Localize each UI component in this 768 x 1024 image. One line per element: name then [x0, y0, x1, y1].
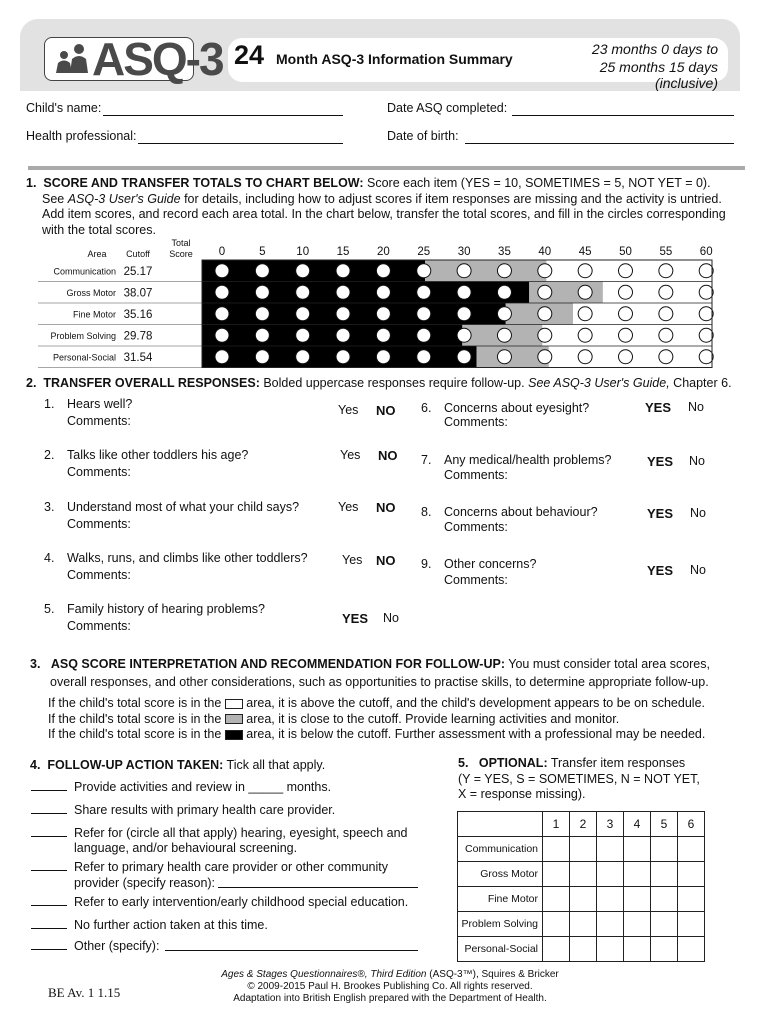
legend-grey-text: area, it is close to the cutoff. Provide learning activities and monitor. — [246, 711, 620, 726]
section1-text — [26, 176, 746, 238]
q6-comments: Comments: — [444, 415, 508, 429]
score-circle — [538, 264, 552, 278]
action-3: Refer for (circle all that apply) hearing, eyesight, speech and — [74, 826, 408, 840]
scale-tick-label: 40 — [538, 246, 552, 258]
q7-num: 7. — [421, 453, 432, 467]
q6-text: Concerns about eyesight? — [444, 401, 590, 415]
q8-comments: Comments: — [444, 520, 508, 534]
score-circle — [619, 350, 633, 364]
section5-line2: (Y = YES, S = SOMETIMES, N = NOT YET, — [458, 771, 700, 786]
score-circle — [659, 350, 673, 364]
section5-line3: X = response missing). — [458, 787, 586, 801]
cell[interactable] — [624, 837, 651, 862]
cutoff-value: 35.16 — [123, 308, 153, 321]
score-circle — [376, 350, 390, 364]
col-area-header: Area — [87, 249, 107, 259]
q5-no[interactable]: No — [383, 611, 399, 625]
q5-text: Family history of hearing problems? — [67, 602, 265, 616]
tick-line-3[interactable] — [31, 836, 67, 837]
area-label: Problem Solving — [50, 330, 116, 341]
action-5: Refer to early intervention/early childhood special education. — [74, 895, 409, 909]
section4-num: 4. — [30, 758, 41, 772]
section1-heading: SCORE AND TRANSFER TOTALS TO CHART BELOW: — [43, 176, 364, 190]
cell[interactable] — [651, 837, 678, 862]
q3-text: Understand most of what your child says? — [67, 500, 300, 514]
q1-comments: Comments: — [67, 414, 131, 428]
health-professional-label: Health professional: — [26, 129, 137, 143]
optional-corner — [458, 812, 543, 837]
score-circle — [296, 285, 310, 299]
area-label: Personal-Social — [52, 352, 116, 363]
score-circle — [255, 350, 269, 364]
optional-header-row — [458, 812, 705, 837]
score-circle — [457, 350, 471, 364]
score-circle — [578, 264, 592, 278]
scale-tick-label: 45 — [578, 246, 592, 258]
action-2: Share results with primary health care provider. — [74, 803, 336, 817]
scale-tick-label: 10 — [296, 246, 310, 258]
child-name-label: Child's name: — [26, 101, 102, 115]
below-cutoff-zone — [202, 260, 425, 282]
score-circle — [659, 264, 673, 278]
score-circle — [255, 264, 269, 278]
monitor-zone — [425, 260, 546, 282]
optional-row — [458, 887, 705, 912]
row-label: Fine Motor — [458, 887, 543, 912]
action-1: Provide activities and review in _____ months. — [74, 780, 332, 794]
q9-text: Other concerns? — [444, 557, 537, 571]
score-circle — [376, 264, 390, 278]
cell[interactable] — [543, 862, 570, 887]
q8-num: 8. — [421, 505, 432, 519]
cell[interactable] — [678, 837, 705, 862]
optional-row — [458, 912, 705, 937]
cell[interactable] — [624, 912, 651, 937]
legend-black-text: area, it is below the cutoff. Further assessment with a professional may be needed. — [246, 727, 706, 741]
col-score-header: Score — [169, 249, 193, 259]
score-circle — [417, 264, 431, 278]
score-circle — [619, 264, 633, 278]
cell[interactable] — [597, 837, 624, 862]
scale-tick-label: 25 — [417, 246, 431, 258]
section2-chapter: Chapter 6. — [673, 376, 732, 390]
cell[interactable] — [597, 912, 624, 937]
score-circle — [336, 350, 350, 364]
month-number: 24 — [234, 40, 265, 70]
cell[interactable] — [570, 912, 597, 937]
q5-comments: Comments: — [67, 619, 131, 633]
cell[interactable] — [543, 837, 570, 862]
score-circle — [457, 328, 471, 342]
score-circle — [619, 328, 633, 342]
scale-tick-label: 5 — [259, 246, 266, 258]
cell[interactable] — [597, 937, 624, 962]
q3-no[interactable]: NO — [376, 500, 396, 515]
score-circle — [699, 350, 713, 364]
legend-white-text: area, it is above the cutoff, and the child's development appears to be on schedule. — [246, 696, 705, 710]
family-icon — [52, 43, 92, 75]
q5-num: 5. — [44, 602, 55, 616]
tick-line-7[interactable] — [31, 949, 67, 950]
section5-text — [458, 756, 748, 803]
section4-rest: Tick all that apply. — [226, 758, 326, 772]
section2-rest: Bolded uppercase responses require follow-up. — [263, 376, 525, 390]
section3-heading: ASQ SCORE INTERPRETATION AND RECOMMENDATION FOR FOLLOW-UP: — [50, 657, 505, 671]
score-circle — [699, 307, 713, 321]
row-label: Gross Motor — [458, 862, 543, 887]
score-circle — [538, 285, 552, 299]
q6-no[interactable]: No — [688, 400, 704, 414]
cell[interactable] — [678, 862, 705, 887]
section1-line3: Add item scores, and record each area total. In the chart below, transfer the total scores, and fill in the circles corresponding — [42, 207, 726, 221]
logo-text: ASQ-3 — [92, 33, 223, 85]
score-circle — [659, 328, 673, 342]
q7-comments: Comments: — [444, 468, 508, 482]
score-circle — [497, 307, 511, 321]
score-circle — [497, 285, 511, 299]
section1-line1: Score each item (YES = 10, SOMETIMES = 5, NOT YET = 0). — [367, 176, 711, 190]
q7-yes[interactable]: YES — [647, 454, 674, 469]
version-code: BE Av. 1 1.15 — [48, 985, 121, 1000]
scale-tick-label: 60 — [699, 246, 713, 258]
section2-num: 2. — [26, 376, 37, 390]
score-circle — [255, 328, 269, 342]
section3-num: 3. — [30, 657, 41, 671]
section5-heading: OPTIONAL: — [478, 756, 548, 770]
q4-no[interactable]: NO — [376, 553, 396, 568]
cell[interactable] — [651, 862, 678, 887]
optional-row — [458, 837, 705, 862]
q3-yes[interactable]: Yes — [338, 500, 359, 514]
score-circle — [538, 350, 552, 364]
cell[interactable] — [678, 912, 705, 937]
q9-no[interactable]: No — [690, 563, 706, 577]
score-circle — [578, 350, 592, 364]
legend-prefix-white: If the child's total score is in the — [48, 696, 222, 710]
score-circle — [417, 350, 431, 364]
section3-line2: overall responses, and other considerations, such as opportunities to practise skills, to determine appropriate follow-up. — [50, 674, 709, 689]
scale-tick-label: 30 — [457, 246, 471, 258]
footer-adaptation: Adaptation into British English prepared with the Department of Health. — [233, 993, 547, 1004]
section2-see: See ASQ-3 User's Guide, — [528, 376, 670, 390]
q1-text: Hears well? — [67, 397, 133, 411]
section1-num: 1. — [26, 176, 37, 190]
cutoff-value: 29.78 — [123, 330, 153, 343]
score-circle — [215, 285, 229, 299]
score-chart — [38, 236, 728, 368]
q7-text: Any medical/health problems? — [444, 453, 612, 467]
legend-rows — [48, 696, 748, 743]
cell[interactable] — [651, 912, 678, 937]
score-circle — [215, 264, 229, 278]
other-field[interactable] — [165, 950, 418, 951]
score-circle — [457, 285, 471, 299]
cell[interactable] — [570, 887, 597, 912]
cell[interactable] — [624, 937, 651, 962]
col-6: 6 — [678, 812, 705, 837]
col-cutoff-header: Cutoff — [126, 249, 150, 259]
cell[interactable] — [570, 937, 597, 962]
action-7: Other (specify): — [74, 939, 160, 953]
col-5: 5 — [651, 812, 678, 837]
score-circle — [497, 328, 511, 342]
scale-tick-label: 20 — [377, 246, 390, 258]
legend-grey-box — [225, 714, 243, 724]
score-circle — [417, 307, 431, 321]
col-2: 2 — [570, 812, 597, 837]
score-circle — [336, 328, 350, 342]
date-completed-field[interactable] — [512, 103, 734, 116]
row-label: Problem Solving — [458, 912, 543, 937]
q2-no[interactable]: NO — [378, 448, 398, 463]
dob-field[interactable] — [465, 131, 734, 144]
page-title: Month ASQ-3 Information Summary — [276, 51, 513, 67]
score-circle — [296, 307, 310, 321]
section1-guide: ASQ-3 User's Guide — [67, 191, 181, 206]
section1-line2: for details, including how to adjust scores if item responses are missing and the activity is untried. — [184, 191, 722, 206]
score-circle — [376, 307, 390, 321]
below-cutoff-zone — [202, 282, 529, 304]
q3-num: 3. — [44, 500, 55, 514]
q2-comments: Comments: — [67, 465, 131, 479]
footer-authors: (ASQ-3™), Squires & Bricker — [429, 969, 559, 980]
q9-num: 9. — [421, 557, 432, 571]
cell[interactable] — [543, 912, 570, 937]
legend-white-box — [225, 699, 243, 709]
tick-line-6[interactable] — [31, 928, 67, 929]
score-circle — [619, 285, 633, 299]
q5-yes[interactable]: YES — [342, 611, 369, 626]
score-circle — [215, 307, 229, 321]
q1-num: 1. — [44, 397, 55, 411]
section2-heading: TRANSFER OVERALL RESPONSES: — [43, 376, 260, 390]
score-circle — [296, 328, 310, 342]
score-circle — [376, 328, 390, 342]
score-circle — [376, 285, 390, 299]
scale-tick-label: 55 — [659, 246, 673, 258]
section2-heading-line — [26, 376, 746, 392]
action-6: No further action taken at this time. — [74, 918, 268, 932]
q6-yes[interactable]: YES — [645, 400, 672, 415]
q6-num: 6. — [421, 401, 432, 415]
optional-row — [458, 862, 705, 887]
child-name-field[interactable] — [103, 103, 343, 116]
q2-text: Talks like other toddlers his age? — [67, 448, 249, 462]
cell[interactable] — [543, 937, 570, 962]
on-schedule-zone — [573, 303, 712, 325]
q8-text: Concerns about behaviour? — [444, 505, 598, 519]
q7-no[interactable]: No — [689, 454, 705, 468]
q4-num: 4. — [44, 551, 55, 565]
tick-line-4[interactable] — [31, 870, 67, 871]
section5-num: 5. — [458, 756, 469, 770]
cell[interactable] — [624, 887, 651, 912]
score-circle — [336, 264, 350, 278]
score-circle — [417, 328, 431, 342]
q2-num: 2. — [44, 448, 55, 462]
score-circle — [457, 264, 471, 278]
score-circle — [497, 350, 511, 364]
row-label: Communication — [458, 837, 543, 862]
cell[interactable] — [597, 862, 624, 887]
scale-tick-label: 0 — [218, 246, 226, 258]
q4-text: Walks, runs, and climbs like other toddlers? — [67, 551, 308, 565]
section1-see: See — [42, 191, 65, 206]
footer-title: Ages & Stages Questionnaires®, Third Edition — [221, 969, 427, 980]
col-3: 3 — [597, 812, 624, 837]
action-4: Refer to primary health care provider or other community — [74, 860, 389, 874]
q8-yes[interactable]: YES — [647, 506, 674, 521]
score-circle — [578, 285, 592, 299]
section3-text — [30, 657, 750, 690]
area-label: Communication — [53, 266, 116, 277]
scale-tick-label: 35 — [498, 246, 511, 258]
cell[interactable] — [678, 937, 705, 962]
footer-line1 — [170, 969, 610, 980]
q1-no[interactable]: NO — [376, 403, 396, 418]
tick-line-1[interactable] — [31, 790, 67, 791]
area-label: Gross Motor — [66, 287, 116, 298]
col-4: 4 — [624, 812, 651, 837]
tick-line-2[interactable] — [31, 813, 67, 814]
score-circle — [215, 350, 229, 364]
row-label: Personal-Social — [458, 937, 543, 962]
scale-tick-label: 50 — [619, 246, 632, 258]
score-circle — [336, 307, 350, 321]
health-professional-field[interactable] — [138, 131, 343, 144]
score-circle — [296, 264, 310, 278]
cell[interactable] — [570, 837, 597, 862]
score-circle — [699, 328, 713, 342]
cell[interactable] — [678, 887, 705, 912]
cell[interactable] — [570, 862, 597, 887]
q9-yes[interactable]: YES — [647, 563, 674, 578]
score-circle — [659, 285, 673, 299]
legend-prefix-black: If the child's total score is in the — [48, 727, 222, 741]
q2-yes[interactable]: Yes — [340, 448, 361, 462]
optional-row — [458, 937, 705, 962]
score-circle — [578, 307, 592, 321]
score-circle — [538, 307, 552, 321]
cutoff-value: 31.54 — [123, 351, 153, 364]
area-label: Fine Motor — [72, 309, 116, 320]
score-circle — [417, 285, 431, 299]
age-range-to: 25 months 15 days (inclusive) — [599, 59, 718, 91]
section4-heading: FOLLOW-UP ACTION TAKEN: — [47, 758, 224, 772]
score-circle — [497, 264, 511, 278]
col-1: 1 — [543, 812, 570, 837]
score-circle — [659, 307, 673, 321]
q8-no[interactable]: No — [690, 506, 706, 520]
legend-prefix-grey: If the child's total score is in the — [48, 711, 222, 726]
cell[interactable] — [651, 887, 678, 912]
age-range-from: 23 months 0 days to — [591, 41, 718, 57]
score-circle — [619, 307, 633, 321]
q1-yes[interactable]: Yes — [338, 403, 359, 417]
score-circle — [538, 328, 552, 342]
section3-rest: You must consider total area scores, — [508, 657, 710, 671]
cutoff-value: 38.07 — [123, 287, 153, 300]
action-4-cont: provider (specify reason): — [74, 876, 216, 890]
q4-yes[interactable]: Yes — [342, 553, 363, 567]
score-circle — [336, 285, 350, 299]
score-circle — [699, 285, 713, 299]
optional-table — [457, 811, 705, 962]
dob-label: Date of birth: — [387, 129, 459, 143]
score-circle — [457, 307, 471, 321]
score-circle — [255, 285, 269, 299]
q9-comments: Comments: — [444, 573, 508, 587]
score-circle — [215, 328, 229, 342]
date-completed-label: Date ASQ completed: — [387, 101, 508, 115]
legend-black-box — [225, 730, 243, 740]
cell[interactable] — [597, 887, 624, 912]
col-total-header: Total — [171, 238, 191, 248]
score-circle — [255, 307, 269, 321]
footer-copyright: © 2009-2015 Paul H. Brookes Publishing Co. All rights reserved. — [247, 981, 533, 992]
cell[interactable] — [543, 887, 570, 912]
divider — [28, 166, 745, 170]
score-circle — [296, 350, 310, 364]
section5-rest: Transfer item responses — [550, 756, 686, 770]
cell[interactable] — [624, 862, 651, 887]
scale-tick-label: 15 — [336, 246, 350, 258]
reason-field[interactable] — [218, 887, 418, 888]
cutoff-value: 25.17 — [123, 265, 153, 278]
score-circle — [699, 264, 713, 278]
section4-heading-line — [30, 758, 325, 774]
score-circle — [578, 328, 592, 342]
section1-line4: with the total scores. — [42, 222, 156, 237]
cell[interactable] — [651, 937, 678, 962]
q4-comments: Comments: — [67, 568, 131, 582]
q3-comments: Comments: — [67, 517, 131, 531]
action-3-cont: language, and/or behavioural screening. — [74, 841, 298, 855]
tick-line-5[interactable] — [31, 905, 67, 906]
